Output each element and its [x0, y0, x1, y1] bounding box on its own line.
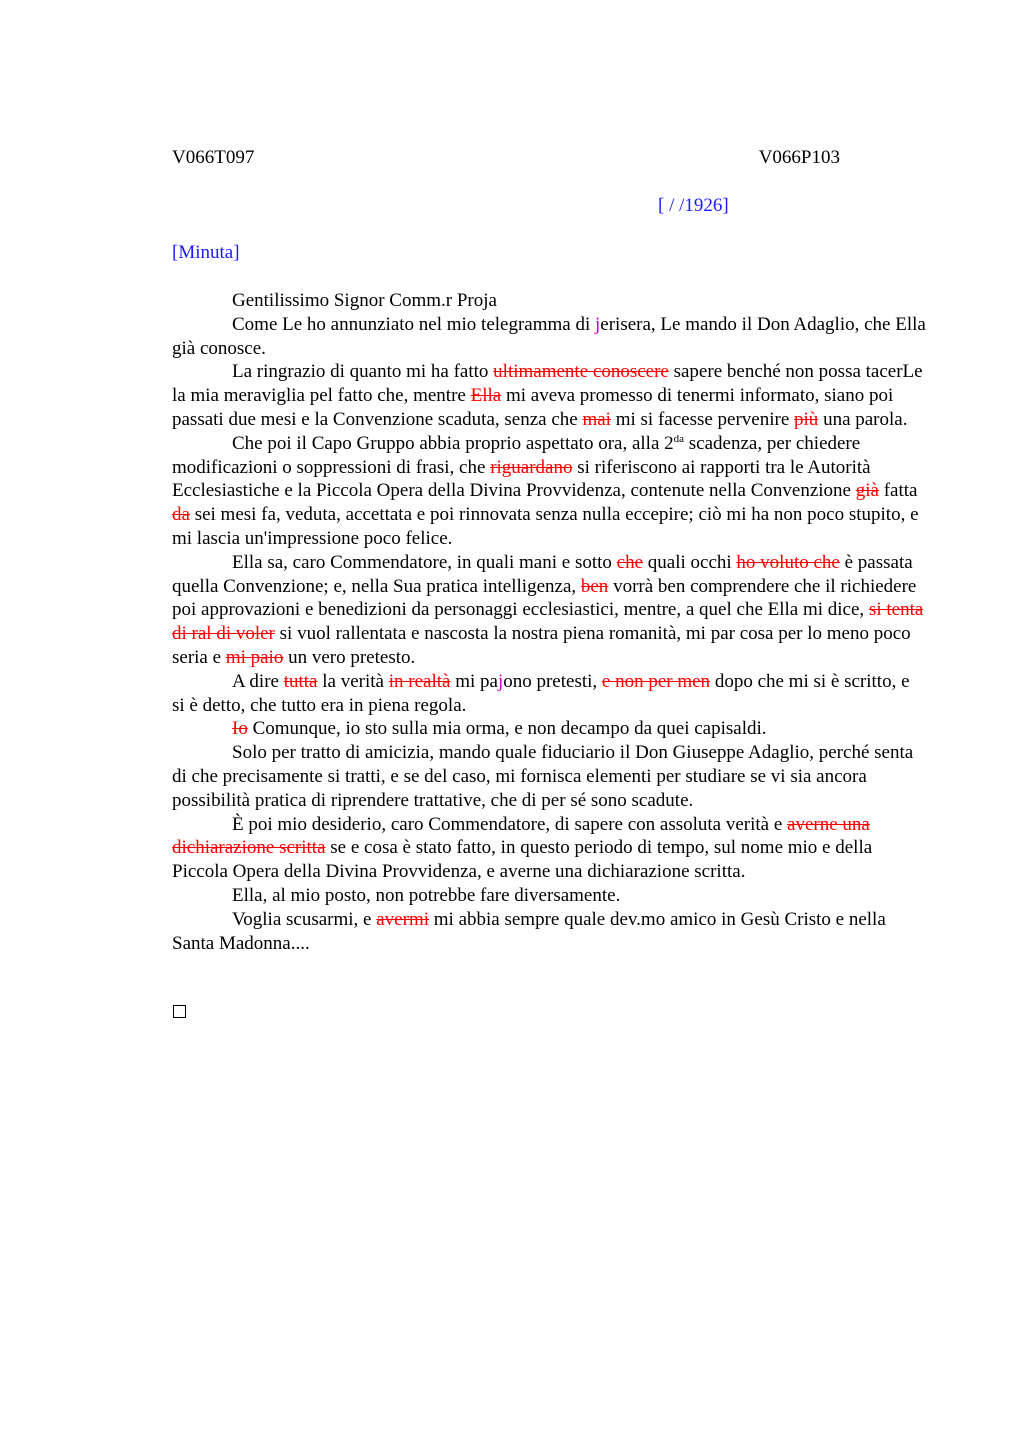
letter-date: [ / /1926] — [658, 195, 729, 216]
text-span: mi aveva promesso di tenermi informato, siano poi passati due mesi e la Convenzione scaduta, senza che — [172, 385, 894, 430]
text-span: scadenza, per chiedere modificazioni o soppressioni di frasi, che — [172, 432, 861, 478]
text-span: si riferiscono ai rapporti tra le Autorità Ecclesiastiche e la Piccola Opera della Divina Provvidenza, contenute nella Convenzione — [172, 456, 871, 502]
text-span: se e cosa è stato fatto, in questo periodo di tempo, sul nome mio e della Piccola Opera della Divina Provvidenza, e averne una dichiarazione scritta. — [172, 837, 873, 883]
deleted-text: in realtà — [388, 670, 451, 692]
text-span: la verità — [317, 670, 389, 692]
text-span: quali occhi — [643, 551, 737, 573]
text-span: una parola. — [818, 408, 908, 430]
deleted-text: da — [172, 504, 190, 526]
text-span: Ella, al mio posto, non potrebbe fare diversamente. — [232, 884, 621, 906]
deleted-text: mi paio — [225, 646, 284, 668]
inserted-text: j — [595, 313, 601, 335]
text-span: È poi mio desiderio, caro Commendatore, di sapere con assoluta verità e — [232, 813, 788, 835]
paragraph-3 — [172, 432, 926, 551]
text-span: Che poi il Capo Gruppo abbia proprio aspettato ora, alla 2 — [232, 432, 674, 454]
deleted-text: e non per men — [601, 670, 711, 692]
text-span: A dire — [232, 670, 284, 692]
salutation: Gentilissimo Signor Comm.r Proja — [232, 290, 497, 311]
deleted-text: già — [855, 480, 879, 502]
paragraph-2 — [172, 360, 926, 431]
end-marker-square-icon — [173, 1005, 186, 1018]
paragraph-1 — [172, 313, 926, 361]
document-code-left: V066T097 — [172, 147, 255, 168]
text-span: è passata quella Convenzione; e, nella Sua pratica intelligenza, — [172, 551, 913, 597]
deleted-text: riguardano — [490, 456, 573, 478]
deleted-text: Ella — [470, 385, 502, 407]
deleted-text: ho voluto che — [736, 551, 840, 573]
text-span: si vuol rallentata e nascosta la nostra piena romanità, mi par cosa per lo meno poco seria e — [172, 623, 911, 668]
text-span: Ella sa, caro Commendatore, in quali mani e sotto — [232, 551, 617, 573]
draft-label: [Minuta] — [172, 242, 240, 263]
deleted-text: ultimamente conoscere — [493, 361, 669, 383]
text-span: sei mesi fa, veduta, accettata e poi rinnovata senza nulla eccepire; ciò mi ha non poco stupito, e mi lascia un'impressione poco felice. — [172, 504, 919, 549]
text-span: ono pretesti, — [503, 670, 602, 692]
text-span: Come Le ho annunziato nel mio telegramma di — [232, 313, 596, 335]
text-span: erisera, Le mando il Don Adaglio, che Ella già conosce. — [172, 313, 926, 359]
paragraph-8 — [172, 813, 926, 884]
text-span: mi si facesse pervenire — [610, 408, 795, 430]
paragraph-6 — [172, 717, 926, 741]
text-span: mi abbia sempre quale dev.mo amico in Gesù Cristo e nella Santa Madonna.... — [172, 908, 886, 954]
paragraph-5 — [172, 670, 926, 718]
superscript-text: da — [673, 432, 685, 445]
text-span: vorrà ben comprendere che il richiedere poi approvazioni e benedizioni da personaggi ecclesiastici, mentre, a quel che Ella mi dice, — [172, 575, 917, 621]
text-span: Voglia scusarmi, e — [232, 908, 377, 930]
paragraph-7 — [172, 741, 926, 812]
text-span: Solo per tratto di amicizia, mando quale fiduciario il Don Giuseppe Adaglio, perché senta di che precisamente si tratti, e se del caso, mi fornisca elementi per studiare se vi sia ancora possibilità pratica di riprendere trattative, che di per sé sono scadute. — [172, 742, 914, 811]
text-span: Comunque, io sto sulla mia orma, e non decampo da quei capisaldi. — [247, 718, 767, 740]
paragraph-10 — [172, 908, 926, 956]
deleted-text: avermi — [376, 908, 430, 930]
deleted-text: che — [616, 551, 644, 573]
deleted-text: averne una dichiarazione scritta — [172, 813, 870, 859]
deleted-text: ben — [580, 575, 609, 597]
deleted-text: più — [794, 408, 819, 430]
text-span: La ringrazio di quanto mi ha fatto — [232, 361, 494, 383]
text-span: un vero pretesto. — [283, 646, 416, 668]
deleted-text: Io — [232, 718, 248, 740]
document-code-right: V066P103 — [758, 147, 840, 168]
letter-body — [172, 289, 926, 955]
text-span: sapere benché non possa tacerLe la mia meraviglia pel fatto che, mentre — [172, 361, 923, 407]
deleted-text: si tenta di ral di voler — [172, 599, 924, 645]
inserted-text: j — [497, 670, 504, 692]
text-span: mi pa — [450, 670, 498, 692]
text-span: fatta — [878, 480, 918, 502]
text-span: dopo che mi si è scritto, e si è detto, che tutto era in piena regola. — [172, 670, 910, 716]
paragraph-9 — [172, 884, 926, 908]
deleted-text: tutta — [283, 670, 318, 692]
deleted-text: mai — [582, 408, 611, 430]
paragraph-4 — [172, 551, 926, 670]
